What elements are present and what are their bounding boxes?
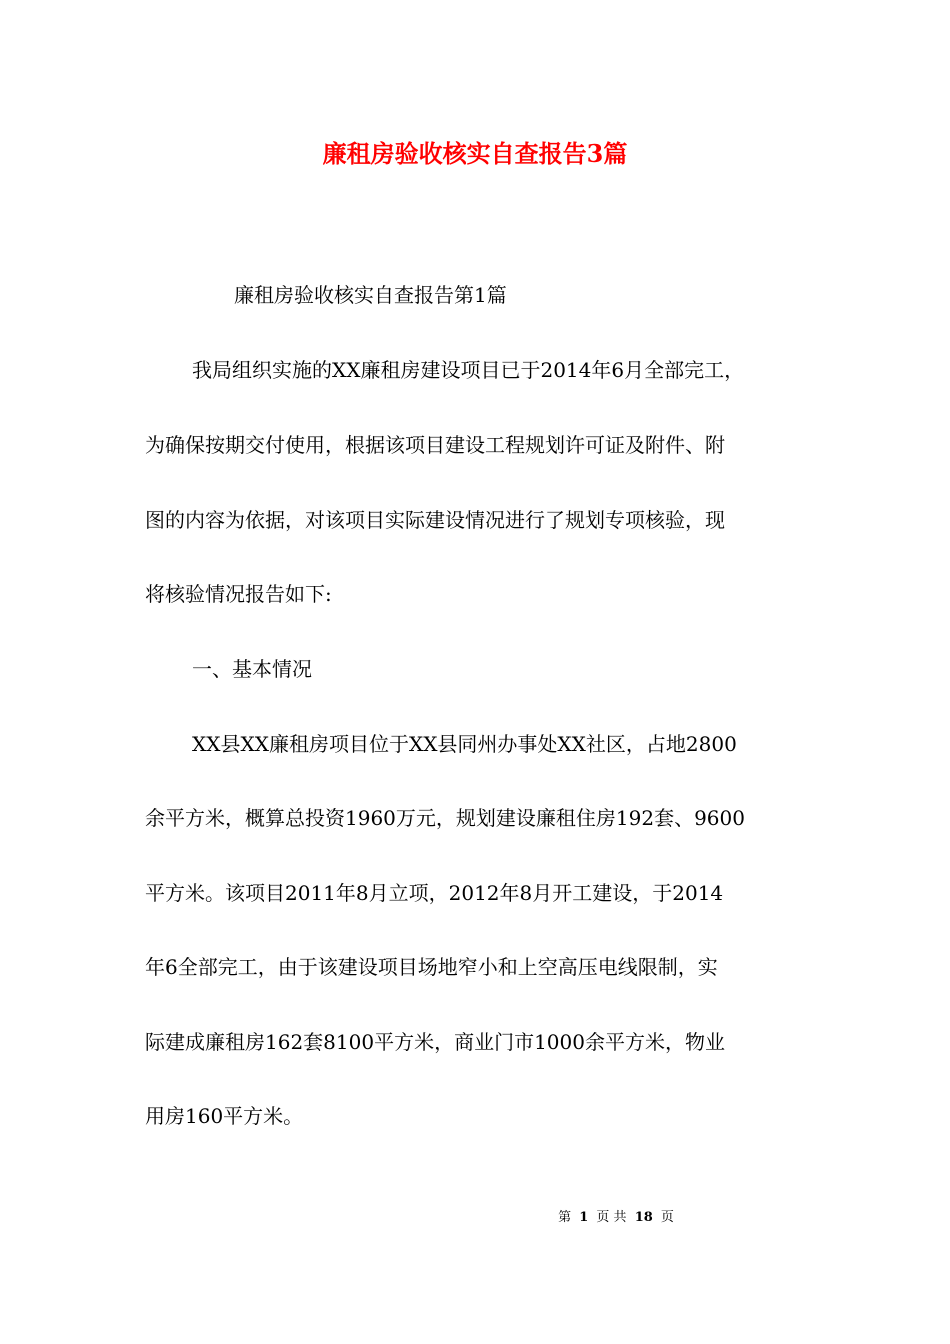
paragraph-1-line-1: 我局组织实施的XX廉租房建设项目已于2014年6月全部完工， [192,358,745,382]
paragraph-2-line-6: 用房160平方米。 [145,1104,304,1128]
document-title: 廉租房验收核实自查报告3篇 [322,139,628,168]
section-heading: 一、基本情况 [192,657,312,681]
paragraph-2-line-3: 平方米。该项目2011年8月立项，2012年8月开工建设，于2014 [145,881,724,905]
footer-prefix: 第 [558,1210,572,1225]
paragraph-1-line-4: 将核验情况报告如下: [145,582,332,606]
footer-current-page: 1 [579,1210,589,1225]
page-footer [0,1209,950,1227]
paragraph-2-line-1: XX县XX廉租房项目位于XX县同州办事处XX社区，占地2800 [192,732,737,756]
footer-suffix: 页 [660,1210,674,1225]
paragraph-1-line-3: 图的内容为依据，对该项目实际建设情况进行了规划专项核验，现 [145,508,725,532]
section-subtitle: 廉租房验收核实自查报告第1篇 [234,283,507,307]
paragraph-1-line-2: 为确保按期交付使用，根据该项目建设工程规划许可证及附件、附 [145,433,725,457]
paragraph-2-line-5: 际建成廉租房162套8100平方米，商业门市1000余平方米，物业 [145,1030,725,1054]
footer-total-pages: 18 [634,1210,653,1225]
footer-middle: 页 共 [596,1210,627,1225]
paragraph-2-line-2: 余平方米，概算总投资1960万元，规划建设廉租住房192套、9600 [145,806,745,830]
paragraph-2-line-4: 年6全部完工，由于该建设项目场地窄小和上空高压电线限制，实 [145,955,718,979]
